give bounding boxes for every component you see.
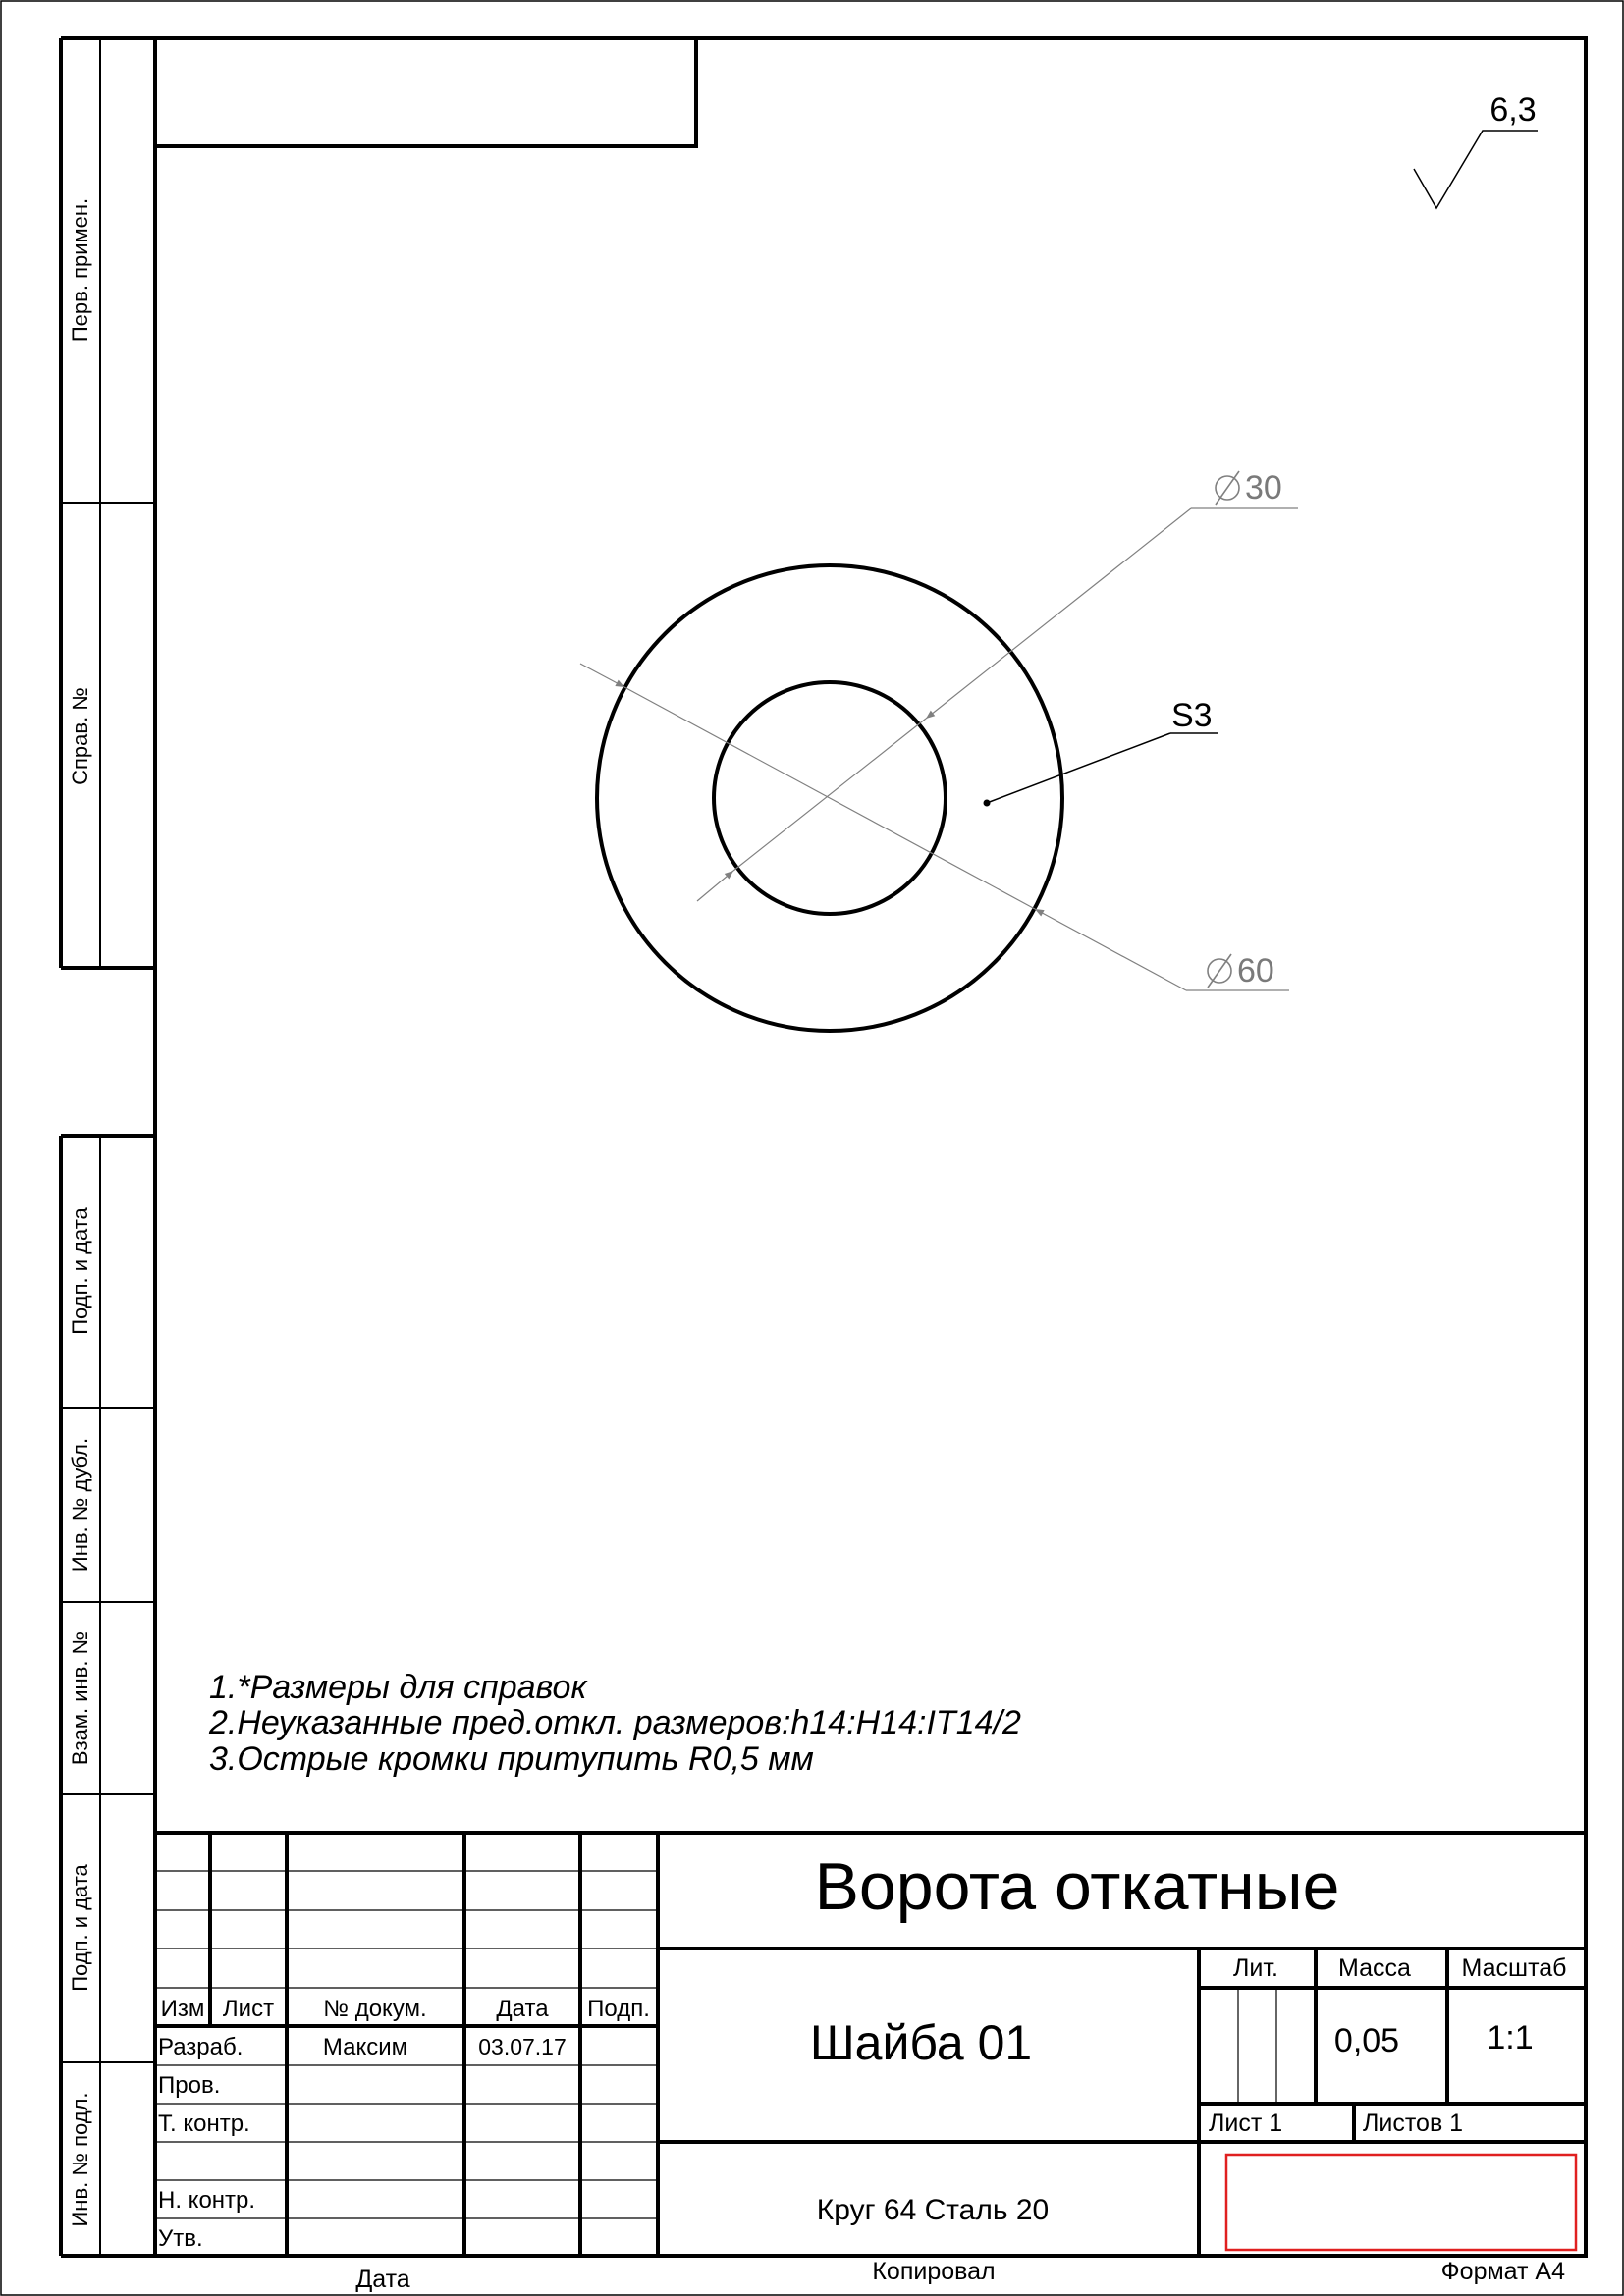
footer-data: Дата (355, 2266, 410, 2293)
side-label-podp-data-2: Подп. и дата (68, 1864, 92, 1992)
thickness-value: S3 (1171, 697, 1213, 734)
thickness-leader-dot (984, 800, 991, 807)
scale-value: 1:1 (1487, 2019, 1534, 2056)
header-data: Дата (496, 1996, 549, 2022)
material: Круг 64 Сталь 20 (816, 2194, 1050, 2226)
role-t-kontr: Т. контр. (158, 2110, 250, 2137)
sheet-number: Лист 1 (1209, 2109, 1283, 2137)
note-3: 3.Острые кромки притупить R0,5 мм (209, 1740, 814, 1778)
outer-diameter-value: 60 (1237, 952, 1274, 989)
roughness-value: 6,3 (1489, 91, 1537, 129)
side-label-vzam-inv: Взам. инв. № (68, 1630, 92, 1766)
top-left-box (155, 38, 696, 146)
role-prov: Пров. (158, 2072, 221, 2099)
header-list: Лист (222, 1996, 275, 2022)
diameter-icon-inner (1216, 471, 1239, 505)
sheet-edge (1, 1, 1623, 2295)
side-label-sprav-no: Справ. № (68, 687, 92, 785)
developer-name: Максим (322, 2034, 408, 2060)
role-razrab: Разраб. (158, 2034, 244, 2060)
note-2: 2.Неуказанные пред.откл. размеров:h14:H14:IT14/2 (209, 1704, 1021, 1741)
header-massa: Масса (1338, 1954, 1411, 1982)
stamp-box (1226, 2155, 1576, 2250)
diameter-icon-outer (1208, 954, 1231, 988)
side-label-perv-primen: Перв. примен. (68, 197, 92, 343)
left-strip-upper (61, 38, 155, 968)
side-label-podp-data-1: Подп. и дата (68, 1207, 92, 1335)
developer-date: 03.07.17 (478, 2034, 567, 2059)
note-1: 1.*Размеры для справок (209, 1669, 587, 1706)
footer-format: Формат А4 (1440, 2258, 1565, 2285)
header-izm: Изм (160, 1996, 205, 2022)
role-utv: Утв. (158, 2225, 203, 2252)
header-no-dokum: № докум. (323, 1996, 427, 2022)
header-lit: Лит. (1233, 1954, 1278, 1982)
mass-value: 0,05 (1333, 2022, 1400, 2059)
role-n-kontr: Н. контр. (158, 2187, 256, 2214)
inner-diameter-value: 30 (1245, 469, 1282, 507)
roughness-symbol (1414, 131, 1538, 208)
side-label-inv-dubl: Инв. № дубл. (68, 1437, 92, 1573)
project-title: Ворота откатные (814, 1849, 1340, 1924)
part-name: Шайба 01 (809, 2015, 1033, 2070)
sheets-total: Листов 1 (1363, 2109, 1464, 2137)
side-label-inv-podl: Инв. № подл. (68, 2092, 92, 2227)
header-podp: Подп. (587, 1996, 650, 2022)
thickness-leader (987, 733, 1218, 803)
header-masshtab: Масштаб (1461, 1954, 1567, 1982)
footer-kopiroval: Копировал (872, 2258, 996, 2285)
